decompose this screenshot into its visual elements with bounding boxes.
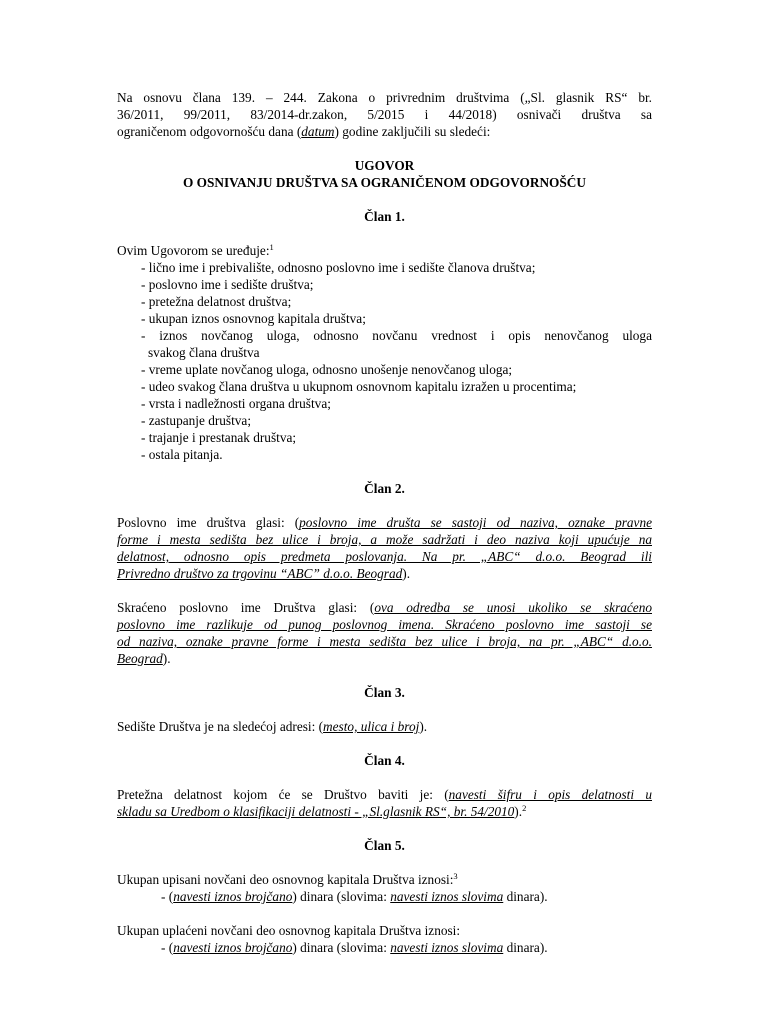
text: Sedište Društva je na sledećoj adresi: ( (117, 719, 324, 734)
text: ). (162, 651, 171, 666)
field-text: ova odredba se unosi ukoliko se skraćeno (374, 600, 652, 615)
clan-3-heading: Član 3. (364, 685, 405, 700)
clan-2-p2-line-1 (117, 599, 652, 616)
intro-line-2: 36/2011, 99/2011, 83/2014-dr.zakon, 5/2015 i 44/2018) osnivači društva sa (117, 107, 652, 122)
clan-2-p2-line-3 (117, 633, 652, 650)
field-text: od naziva, oznake pravne forme i mesta sedišta bez ulice i broja, na pr. „ABC“ d.o.o. (117, 634, 652, 649)
field-text: Beograd (117, 651, 163, 666)
clan-4-line-2 (117, 803, 652, 820)
clan-1-heading: Član 1. (364, 209, 405, 224)
list-item: - zastupanje društva; (141, 413, 252, 428)
clan-1-lead (117, 242, 652, 259)
text: Poslovno ime društva glasi: ( (117, 515, 300, 530)
list-item: - poslovno ime i sedište društva; (141, 277, 314, 292)
clan-4-line-1 (117, 786, 652, 803)
clan-2-heading: Član 2. (364, 481, 405, 496)
clan-1-lead-text: Ovim Ugovorom se uređuje: (117, 243, 270, 258)
footnote-ref-3: 3 (453, 871, 458, 881)
text: ). (419, 719, 428, 734)
list-item: - udeo svakog člana društva u ukupnom osnovnom kapitalu izražen u procentima; (141, 379, 577, 394)
text: ) dinara (slovima: (292, 889, 391, 904)
text: Pretežna delatnost kojom će se Društvo baviti je: ( (117, 787, 449, 802)
intro-line-1: Na osnovu člana 139. – 244. Zakona o privrednim društvima („Sl. glasnik RS“ br. (117, 90, 652, 105)
title-line-1: UGOVOR (354, 158, 415, 173)
clan-5-amount-1 (117, 888, 652, 905)
clan-2-p1-line-1 (117, 514, 652, 531)
field-text: delatnost, odnosno opis predmeta poslovanja. Na pr. „ABC“ d.o.o. Beograd ili (117, 549, 652, 564)
amount-number-field: navesti iznos brojčano (173, 940, 293, 955)
clan-5-p1 (117, 871, 652, 888)
footnote-ref-1: 1 (269, 242, 274, 252)
activity-field: skladu sa Uredbom o klasifikaciji delatnosti - „Sl.glasnik RS“, br. 54/2010 (117, 804, 515, 819)
field-text: poslovno ime razlikuje od punog poslovnog imena. Skraćeno poslovno ime sastoji se (117, 617, 652, 632)
text: - ( (161, 889, 174, 904)
text: dinara). (503, 889, 548, 904)
intro-text: ograničenom odgovornošću dana ( (117, 124, 302, 139)
text: ) dinara (slovima: (292, 940, 391, 955)
list-item: - iznos novčanog uloga, odnosno novčanu vrednost i opis nenovčanog uloga (141, 328, 652, 343)
clan-3-text (117, 718, 652, 735)
list-item-continuation: svakog člana društva (148, 345, 260, 360)
clan-2-p1-line-3 (117, 548, 652, 565)
address-field: mesto, ulica i broj (323, 719, 420, 734)
date-field: datum (301, 124, 335, 139)
field-text: Privredno društvo za trgovinu “ABC” d.o.o. Beograd (117, 566, 403, 581)
clan-5-heading: Član 5. (364, 838, 405, 853)
title-line-2: O OSNIVANJU DRUŠTVA SA OGRANIČENOM ODGOVORNOŠĆU (182, 175, 586, 190)
footnote-ref-2: 2 (522, 803, 527, 813)
field-text: forme i mesta sedišta bez ulice i broja, a može sadržati i deo naziva koji upućuje na (117, 532, 652, 547)
amount-number-field: navesti iznos brojčano (173, 889, 293, 904)
intro-line-3 (117, 123, 652, 140)
clan-2-p1-line-2 (117, 531, 652, 548)
text: ). (514, 804, 523, 819)
clan-2-p2-line-2 (117, 616, 652, 633)
document-body (117, 89, 652, 956)
clan-2-p1-line-4 (117, 565, 652, 582)
clan-1-list (117, 259, 652, 463)
list-item: - pretežna delatnost društva; (141, 294, 292, 309)
clan-2-p2-line-4 (117, 650, 652, 667)
clan-5-amount-2 (117, 939, 652, 956)
list-item: - ukupan iznos osnovnog kapitala društva; (141, 311, 366, 326)
list-item: - lično ime i prebivalište, odnosno poslovno ime i sedište članova društva; (141, 260, 536, 275)
text: - ( (161, 940, 174, 955)
list-item: - vrsta i nadležnosti organa društva; (141, 396, 331, 411)
text: Ukupan upisani novčani deo osnovnog kapitala Društva iznosi: (117, 872, 454, 887)
text: Skraćeno poslovno ime Društva glasi: ( (117, 600, 375, 615)
clan-5-p2: Ukupan uplaćeni novčani deo osnovnog kapitala Društva iznosi: (117, 923, 461, 938)
activity-field: navesti šifru i opis delatnosti u (448, 787, 652, 802)
text: dinara). (503, 940, 548, 955)
list-item: - vreme uplate novčanog uloga, odnosno unošenje nenovčanog uloga; (141, 362, 513, 377)
amount-words-field: navesti iznos slovima (390, 889, 504, 904)
field-text: poslovno ime društa se sastoji od naziva, oznake pravne (299, 515, 652, 530)
list-item: - ostala pitanja. (141, 447, 223, 462)
amount-words-field: navesti iznos slovima (390, 940, 504, 955)
intro-text-end: ) godine zaključili su sledeći: (334, 124, 491, 139)
clan-4-heading: Član 4. (364, 753, 405, 768)
list-item: - trajanje i prestanak društva; (141, 430, 297, 445)
text: ). (402, 566, 411, 581)
